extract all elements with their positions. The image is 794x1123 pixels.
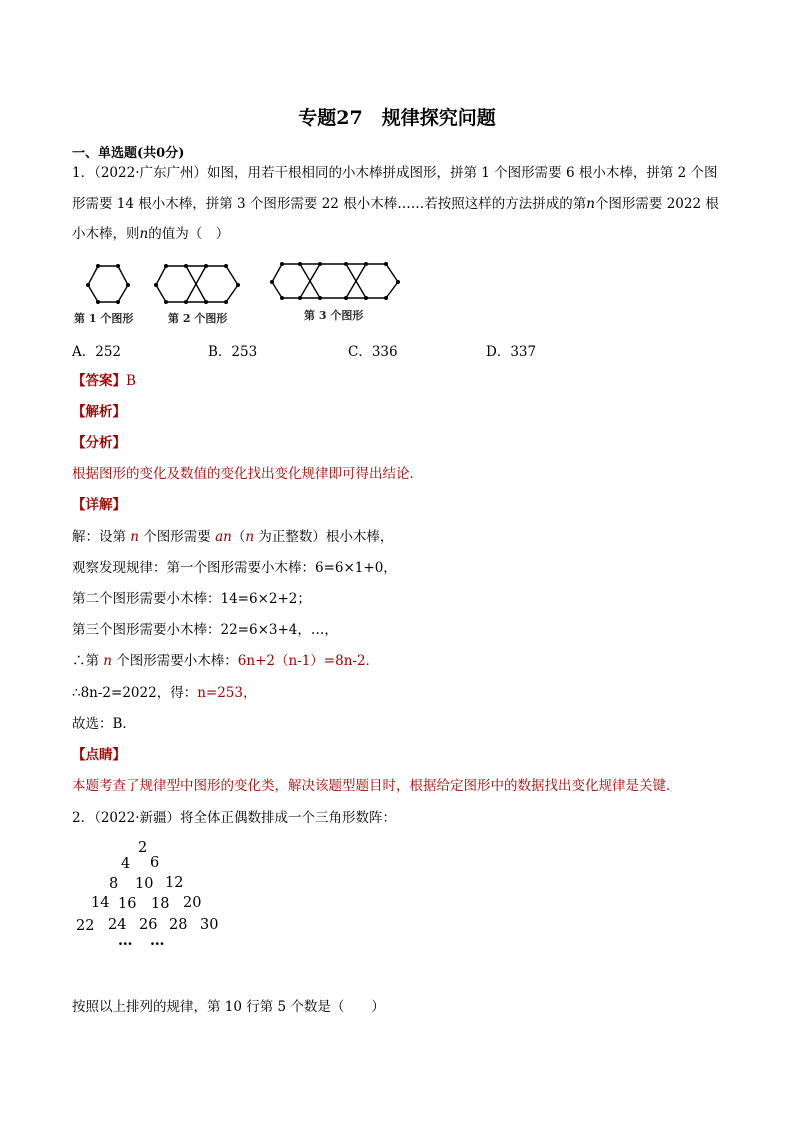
d5b: n [99, 653, 117, 669]
tri-cell: 30 [200, 917, 219, 933]
q1-var-n: n [586, 196, 595, 212]
q2-question: 按照以上排列的规律，第 10 行第 5 个数是（ ） [72, 999, 385, 1015]
tri-cell: 22 [76, 918, 95, 934]
dianjing-label: 【点睛】 [72, 747, 126, 763]
figure-3-label: 第 3 个图形 [304, 309, 364, 322]
fenxi-text: 根据图形的变化及数值的变化找出变化规律即可得出结论． [72, 466, 423, 482]
tri-cell: 26 [139, 917, 158, 933]
q1-line-3 [72, 224, 229, 244]
d1e: （ [231, 529, 246, 545]
figure-1-label: 第 1 个图形 [74, 312, 134, 325]
tri-cell: 10 [135, 876, 154, 892]
tri-cell: 6 [150, 855, 160, 871]
detail-line-7: 故选：B． [72, 716, 136, 732]
detail-line-1 [72, 527, 393, 547]
d5a: ∴第 [72, 653, 99, 669]
option-a: A．252 [72, 344, 122, 360]
tri-cell: 8 [109, 876, 119, 892]
tri-ellipsis: … [118, 932, 133, 949]
d1c: 个图形需要 [143, 529, 211, 545]
detail-line-6 [72, 683, 256, 703]
q1-line-3-text: 小木棒，则 [72, 226, 140, 242]
d1d: an [210, 529, 232, 545]
d1b: n [126, 529, 144, 545]
tri-cell: 18 [151, 896, 170, 912]
d1a: 解：设第 [72, 529, 126, 545]
figure-1-hexagon [86, 264, 130, 304]
tri-cell: 2 [138, 840, 148, 856]
tri-cell: 4 [121, 856, 131, 872]
answer-value: B [126, 373, 136, 389]
answer-label: 【答案】 [72, 373, 126, 389]
tri-cell: 24 [108, 917, 127, 933]
q1-line-3-tail: 的值为（ ） [148, 226, 230, 242]
figure-2-label: 第 2 个图形 [168, 312, 228, 325]
tri-cell: 28 [169, 917, 188, 933]
d1f: n [245, 529, 255, 545]
d1g: 为正整数）根小木棒， [254, 529, 394, 545]
tri-cell: 14 [91, 895, 110, 911]
option-d: D．337 [486, 344, 537, 360]
q1-line-2-tail: 个图形需要 2022 根 [594, 196, 719, 212]
q2-line-1: 2．（2022·新疆）将全体正偶数排成一个三角形数阵： [72, 810, 396, 826]
section-heading: 一、单选题(共0分) [72, 146, 185, 161]
d5d: 6n+2（n-1）=8n-2． [237, 653, 380, 669]
tri-cell: 20 [183, 895, 202, 911]
detail-line-3: 第二个图形需要小木棒：14=6×2+2； [72, 591, 311, 607]
detail-label: 【详解】 [72, 497, 126, 513]
tri-cell: 12 [165, 875, 184, 891]
answer-line [72, 371, 136, 391]
option-b: B．253 [208, 344, 258, 360]
figure-3-hexagons [270, 262, 400, 300]
page-title: 专题27 规律探究问题 [298, 107, 496, 129]
q1-line-1: 1．（2022·广东广州）如图，用若干根相同的小木棒拼成图形，拼第 1 个图形需要 6 根小木棒，拼第 2 个图 [72, 165, 718, 181]
d6a: ∴8n-2=2022，得： [72, 685, 198, 701]
fenxi-label: 【分析】 [72, 435, 126, 451]
q1-line-2 [72, 194, 719, 214]
tri-cell: 16 [118, 896, 137, 912]
q1-var-n-2: n [139, 226, 149, 242]
detail-line-5 [72, 651, 379, 671]
detail-line-2: 观察发现规律：第一个图形需要小木棒：6=6×1+0， [72, 560, 397, 576]
tri-ellipsis: … [150, 932, 165, 949]
option-c: C．336 [348, 344, 398, 360]
dianjing-text: 本题考查了规律型中图形的变化类，解决该题型题目时，根据给定图形中的数据找出变化规律是关键． [72, 778, 680, 794]
d5c: 个图形需要小木棒： [116, 653, 238, 669]
figure-2-hexagons [154, 264, 240, 304]
d6b: n=253， [197, 685, 257, 701]
detail-line-4: 第三个图形需要小木棒：22=6×3+4，…， [72, 622, 338, 638]
analysis-label: 【解析】 [72, 404, 126, 420]
q1-line-2-text: 形需要 14 根小木棒，拼第 3 个图形需要 22 根小木棒……若按照这样的方法拼成的第 [72, 196, 587, 212]
